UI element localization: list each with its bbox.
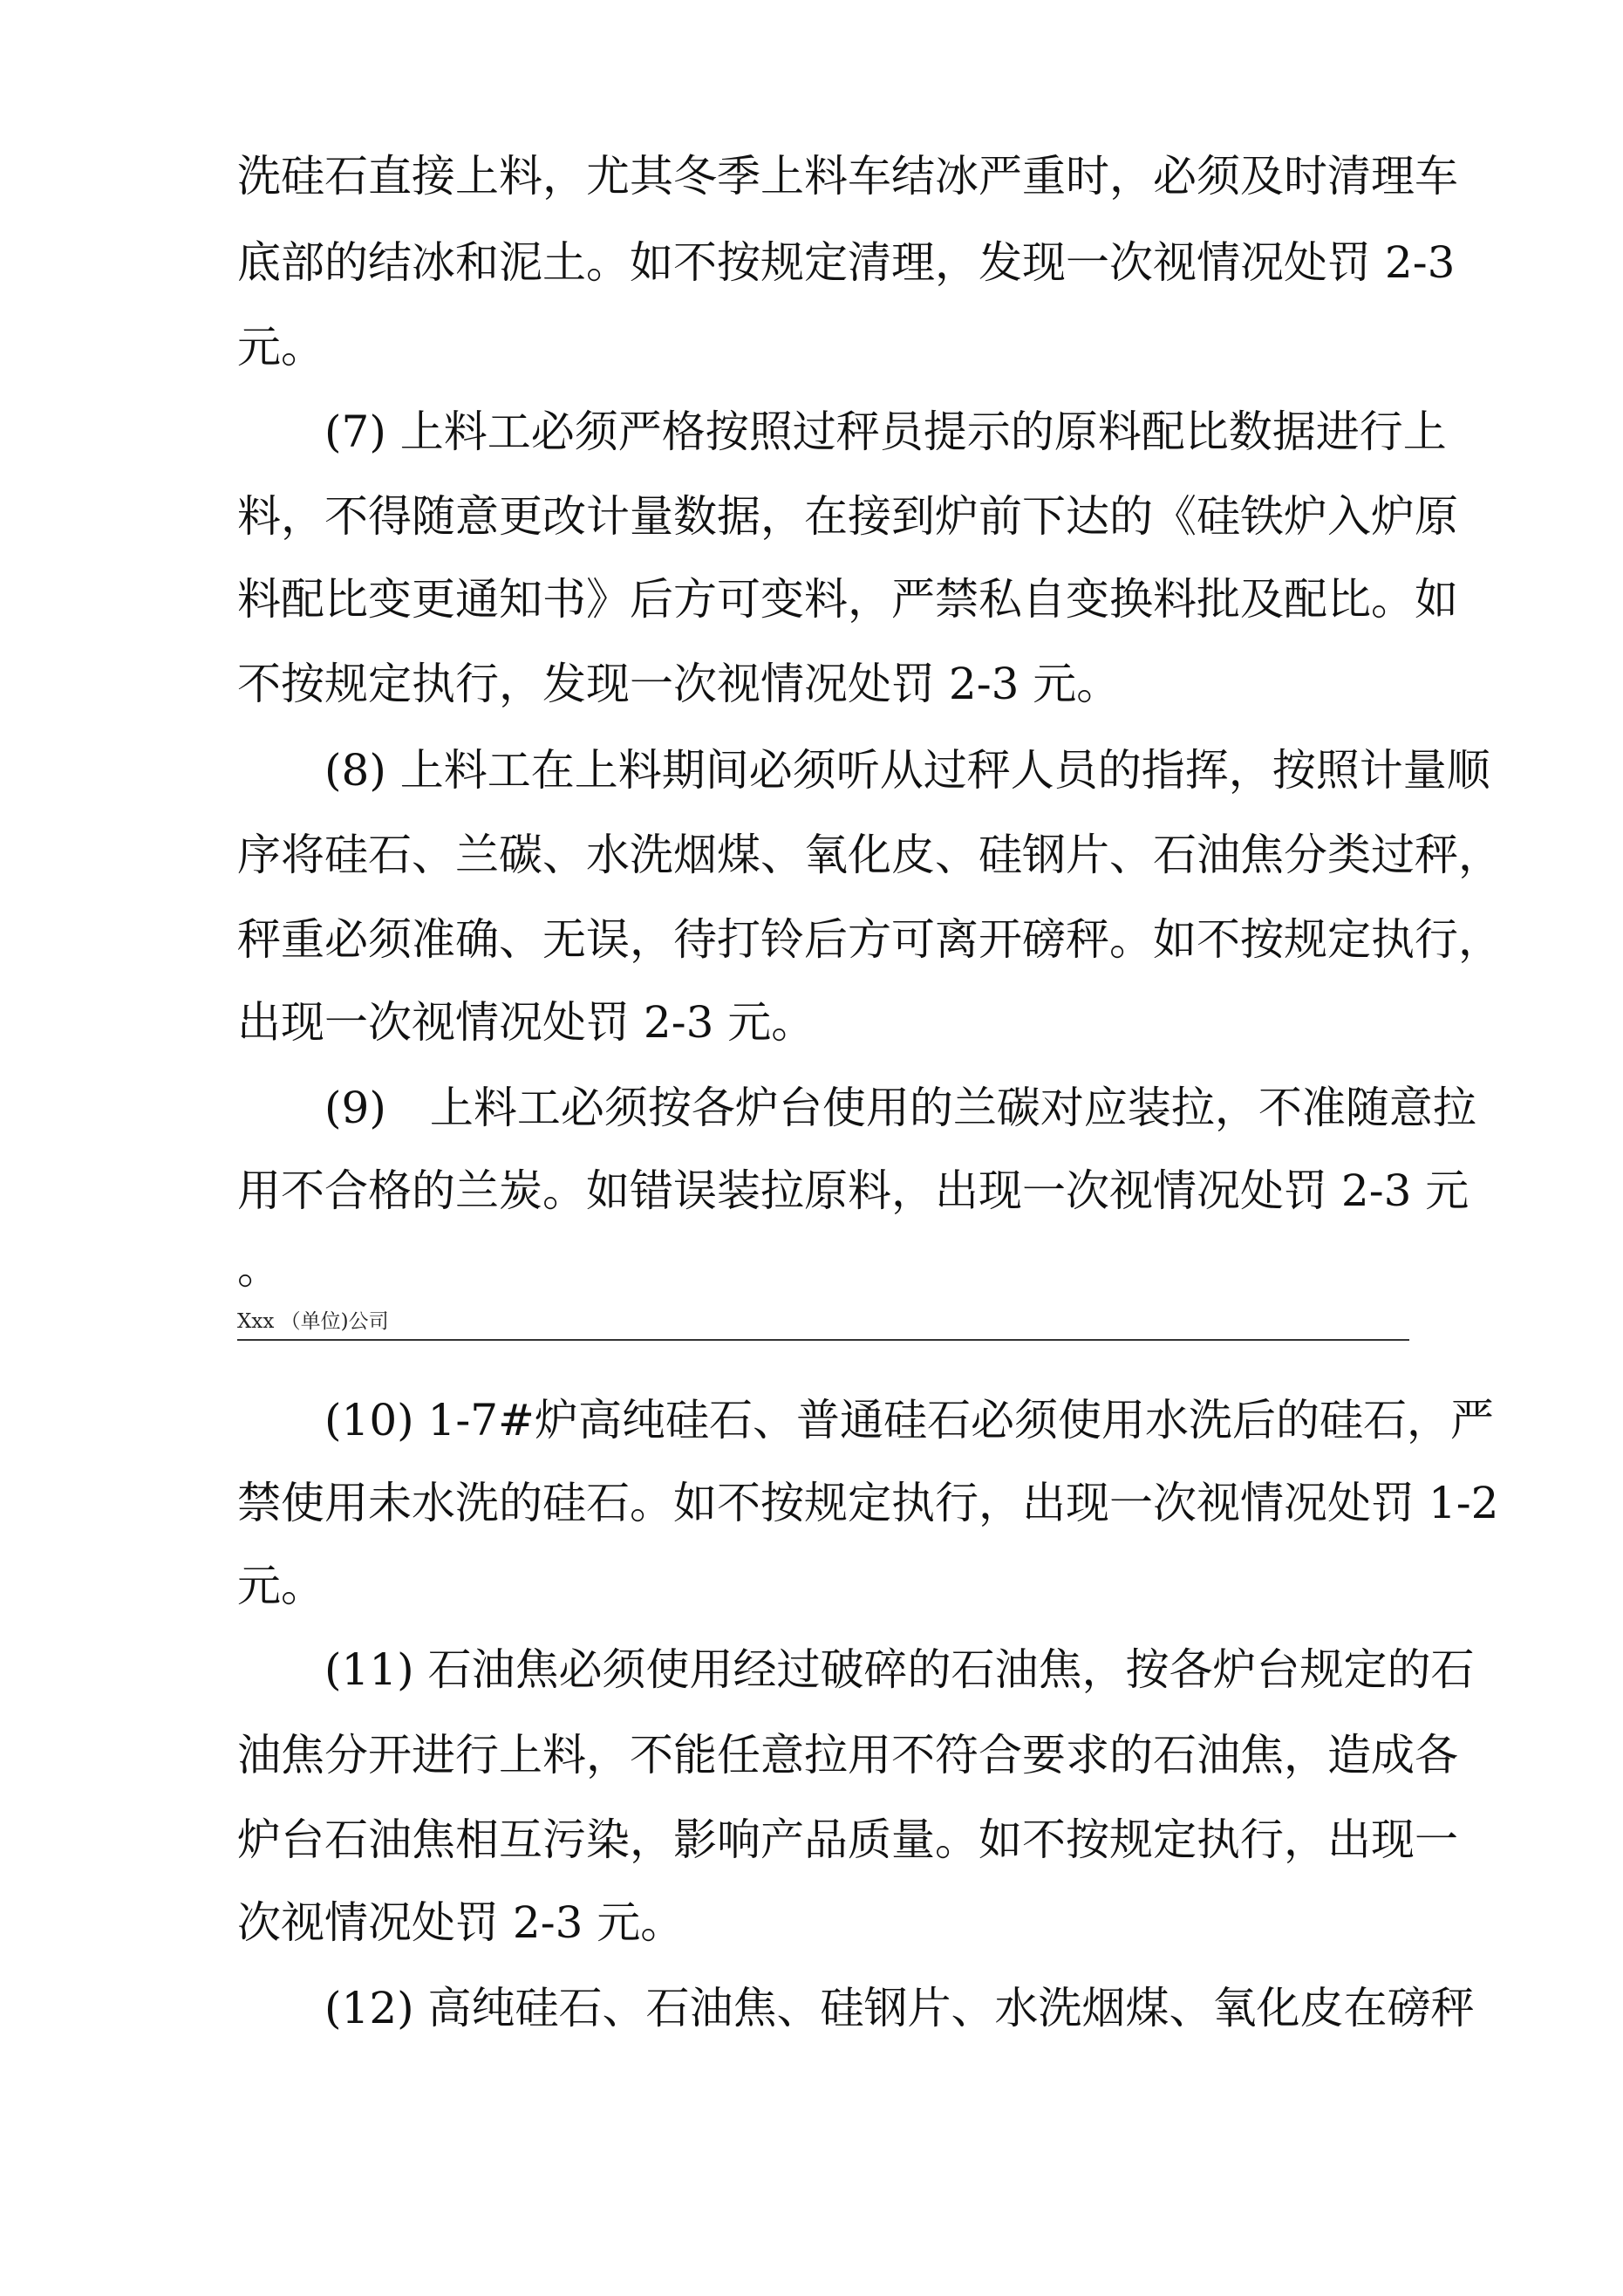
paragraph-line: 出现一次视情况处罚 2-3 元。 (237, 997, 815, 1048)
paragraph-line: (8) 上料工在上料期间必须听从过秤人员的指挥，按照计量顺 (324, 745, 1490, 796)
running-header: Xxx （单位)公司 (237, 1310, 389, 1333)
paragraph-line: (11) 石油焦必须使用经过破碎的石油焦，按各炉台规定的石 (324, 1644, 1475, 1695)
paragraph-line: 油焦分开进行上料，不能任意拉用不符合要求的石油焦，造成各 (237, 1730, 1458, 1780)
paragraph-line: 。 (237, 1243, 281, 1294)
paragraph-line: 洗硅石直接上料，尤其冬季上料车结冰严重时，必须及时清理车 (237, 151, 1458, 202)
paragraph-line: 元。 (237, 1561, 324, 1611)
paragraph-line: 料配比变更通知书》后方可变料，严禁私自变换料批及配比。如 (237, 574, 1458, 625)
header-divider (237, 1339, 1409, 1341)
paragraph-line: 序将硅石、兰碳、水洗烟煤、氧化皮、硅钢片、石油焦分类过秤， (237, 830, 1502, 880)
paragraph-line: 秤重必须准确、无误，待打铃后方可离开磅秤。如不按规定执行， (237, 914, 1502, 965)
paragraph-line: 元。 (237, 322, 324, 372)
paragraph-line: 禁使用未水洗的硅石。如不按规定执行，出现一次视情况处罚 1-2 (237, 1478, 1499, 1528)
paragraph-line: (10) 1-7#炉高纯硅石、普通硅石必须使用水洗后的硅石，严 (324, 1395, 1494, 1445)
paragraph-line: 次视情况处罚 2-3 元。 (237, 1897, 685, 1948)
paragraph-line: 炉台石油焦相互污染，影响产品质量。如不按规定执行，出现一 (237, 1814, 1458, 1865)
paragraph-line: (7) 上料工必须严格按照过秤员提示的原料配比数据进行上 (324, 407, 1447, 457)
paragraph-line: (12) 高纯硅石、石油焦、硅钢片、水洗烟煤、氧化皮在磅秤 (324, 1983, 1475, 2033)
paragraph-line: 料，不得随意更改计量数据，在接到炉前下达的《硅铁炉入炉原 (237, 491, 1458, 542)
paragraph-line: 用不合格的兰炭。如错误装拉原料，出现一次视情况处罚 2-3 元 (237, 1165, 1470, 1216)
paragraph-line: 底部的结冰和泥土。如不按规定清理，发现一次视情况处罚 2-3 (237, 237, 1456, 288)
paragraph-line: 不按规定执行，发现一次视情况处罚 2-3 元。 (237, 659, 1121, 709)
paragraph-line: (9) 上料工必须按各炉台使用的兰碳对应装拉，不准随意拉 (324, 1083, 1476, 1133)
